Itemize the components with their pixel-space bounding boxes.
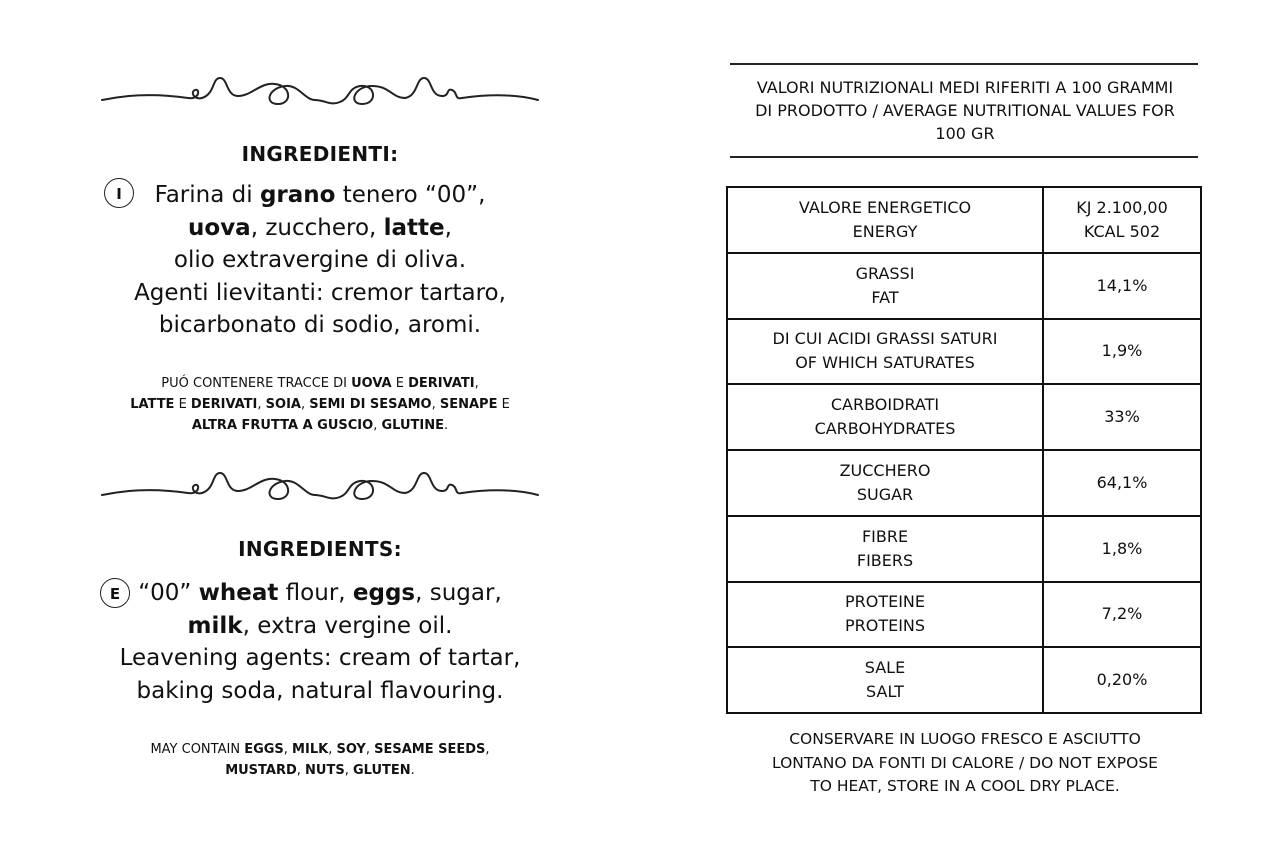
table-row: [727, 450, 1201, 516]
nutrient-label: CARBOIDRATI CARBOHYDRATES: [727, 384, 1043, 450]
nutrient-label: VALORE ENERGETICO ENERGY: [727, 187, 1043, 253]
table-row: [727, 582, 1201, 648]
top-rule: [730, 63, 1198, 65]
ingredients-text-en: “00” wheat flour, eggs, sugar, milk, extra vergine oil. Leavening agents: cream of tartar, baking soda, natural flavouring.: [119, 580, 521, 704]
nutrient-value: 64,1%: [1043, 450, 1201, 516]
nutrient-label: GRASSI FAT: [727, 253, 1043, 319]
allergens-text-it: PUÓ CONTENERE TRACCE DI UOVA E DERIVATI, LATTE E DERIVATI, SOIA, SEMI DI SESAMO, SENAPE E ALTRA FRUTTA A GUSCIO, GLUTINE.: [130, 376, 510, 433]
ingredients-heading-en: INGREDIENTS:: [238, 537, 402, 561]
nutrition-title: VALORI NUTRIZIONALI MEDI RIFERITI A 100 GRAMMI DI PRODOTTO / AVERAGE NUTRITIONAL VALUES FOR 100 GR: [755, 78, 1175, 143]
table-row: [727, 319, 1201, 385]
nutrient-value: 7,2%: [1043, 582, 1201, 648]
nutrient-value: KJ 2.100,00 KCAL 502: [1043, 187, 1201, 253]
table-row: [727, 384, 1201, 450]
nutrient-value: 14,1%: [1043, 253, 1201, 319]
nutrient-label: ZUCCHERO SUGAR: [727, 450, 1043, 516]
bottom-rule: [730, 156, 1198, 158]
table-row: [727, 516, 1201, 582]
ingredients-heading-it: INGREDIENTI:: [241, 142, 399, 166]
ingredients-panel: [80, 0, 560, 852]
table-row: [727, 647, 1201, 713]
nutrient-value: 0,20%: [1043, 647, 1201, 713]
nutrient-label: SALE SALT: [727, 647, 1043, 713]
storage-instructions: CONSERVARE IN LUOGO FRESCO E ASCIUTTO LONTANO DA FONTI DI CALORE / DO NOT EXPOSE TO HEAT, STORE IN A COOL DRY PLACE.: [772, 730, 1158, 795]
nutrient-value: 1,9%: [1043, 319, 1201, 385]
language-badge-it: I: [104, 178, 134, 208]
nutrient-value: 1,8%: [1043, 516, 1201, 582]
language-badge-en: E: [100, 578, 130, 608]
flourish-divider-icon: [100, 70, 540, 120]
ingredients-text-it: Farina di grano tenero “00”, uova, zucchero, latte, olio extravergine di oliva. Agenti lievitanti: cremor tartaro, bicarbonato di sodio, aromi.: [134, 182, 506, 338]
nutrition-table: [726, 186, 1202, 714]
table-row: [727, 187, 1201, 253]
nutrient-value: 33%: [1043, 384, 1201, 450]
flourish-divider-icon: [100, 465, 540, 515]
nutrition-panel: [700, 0, 1240, 852]
allergens-text-en: MAY CONTAIN EGGS, MILK, SOY, SESAME SEEDS, MUSTARD, NUTS, GLUTEN.: [150, 742, 490, 778]
table-row: [727, 253, 1201, 319]
nutrient-label: DI CUI ACIDI GRASSI SATURI OF WHICH SATURATES: [727, 319, 1043, 385]
nutrient-label: FIBRE FIBERS: [727, 516, 1043, 582]
nutrient-label: PROTEINE PROTEINS: [727, 582, 1043, 648]
